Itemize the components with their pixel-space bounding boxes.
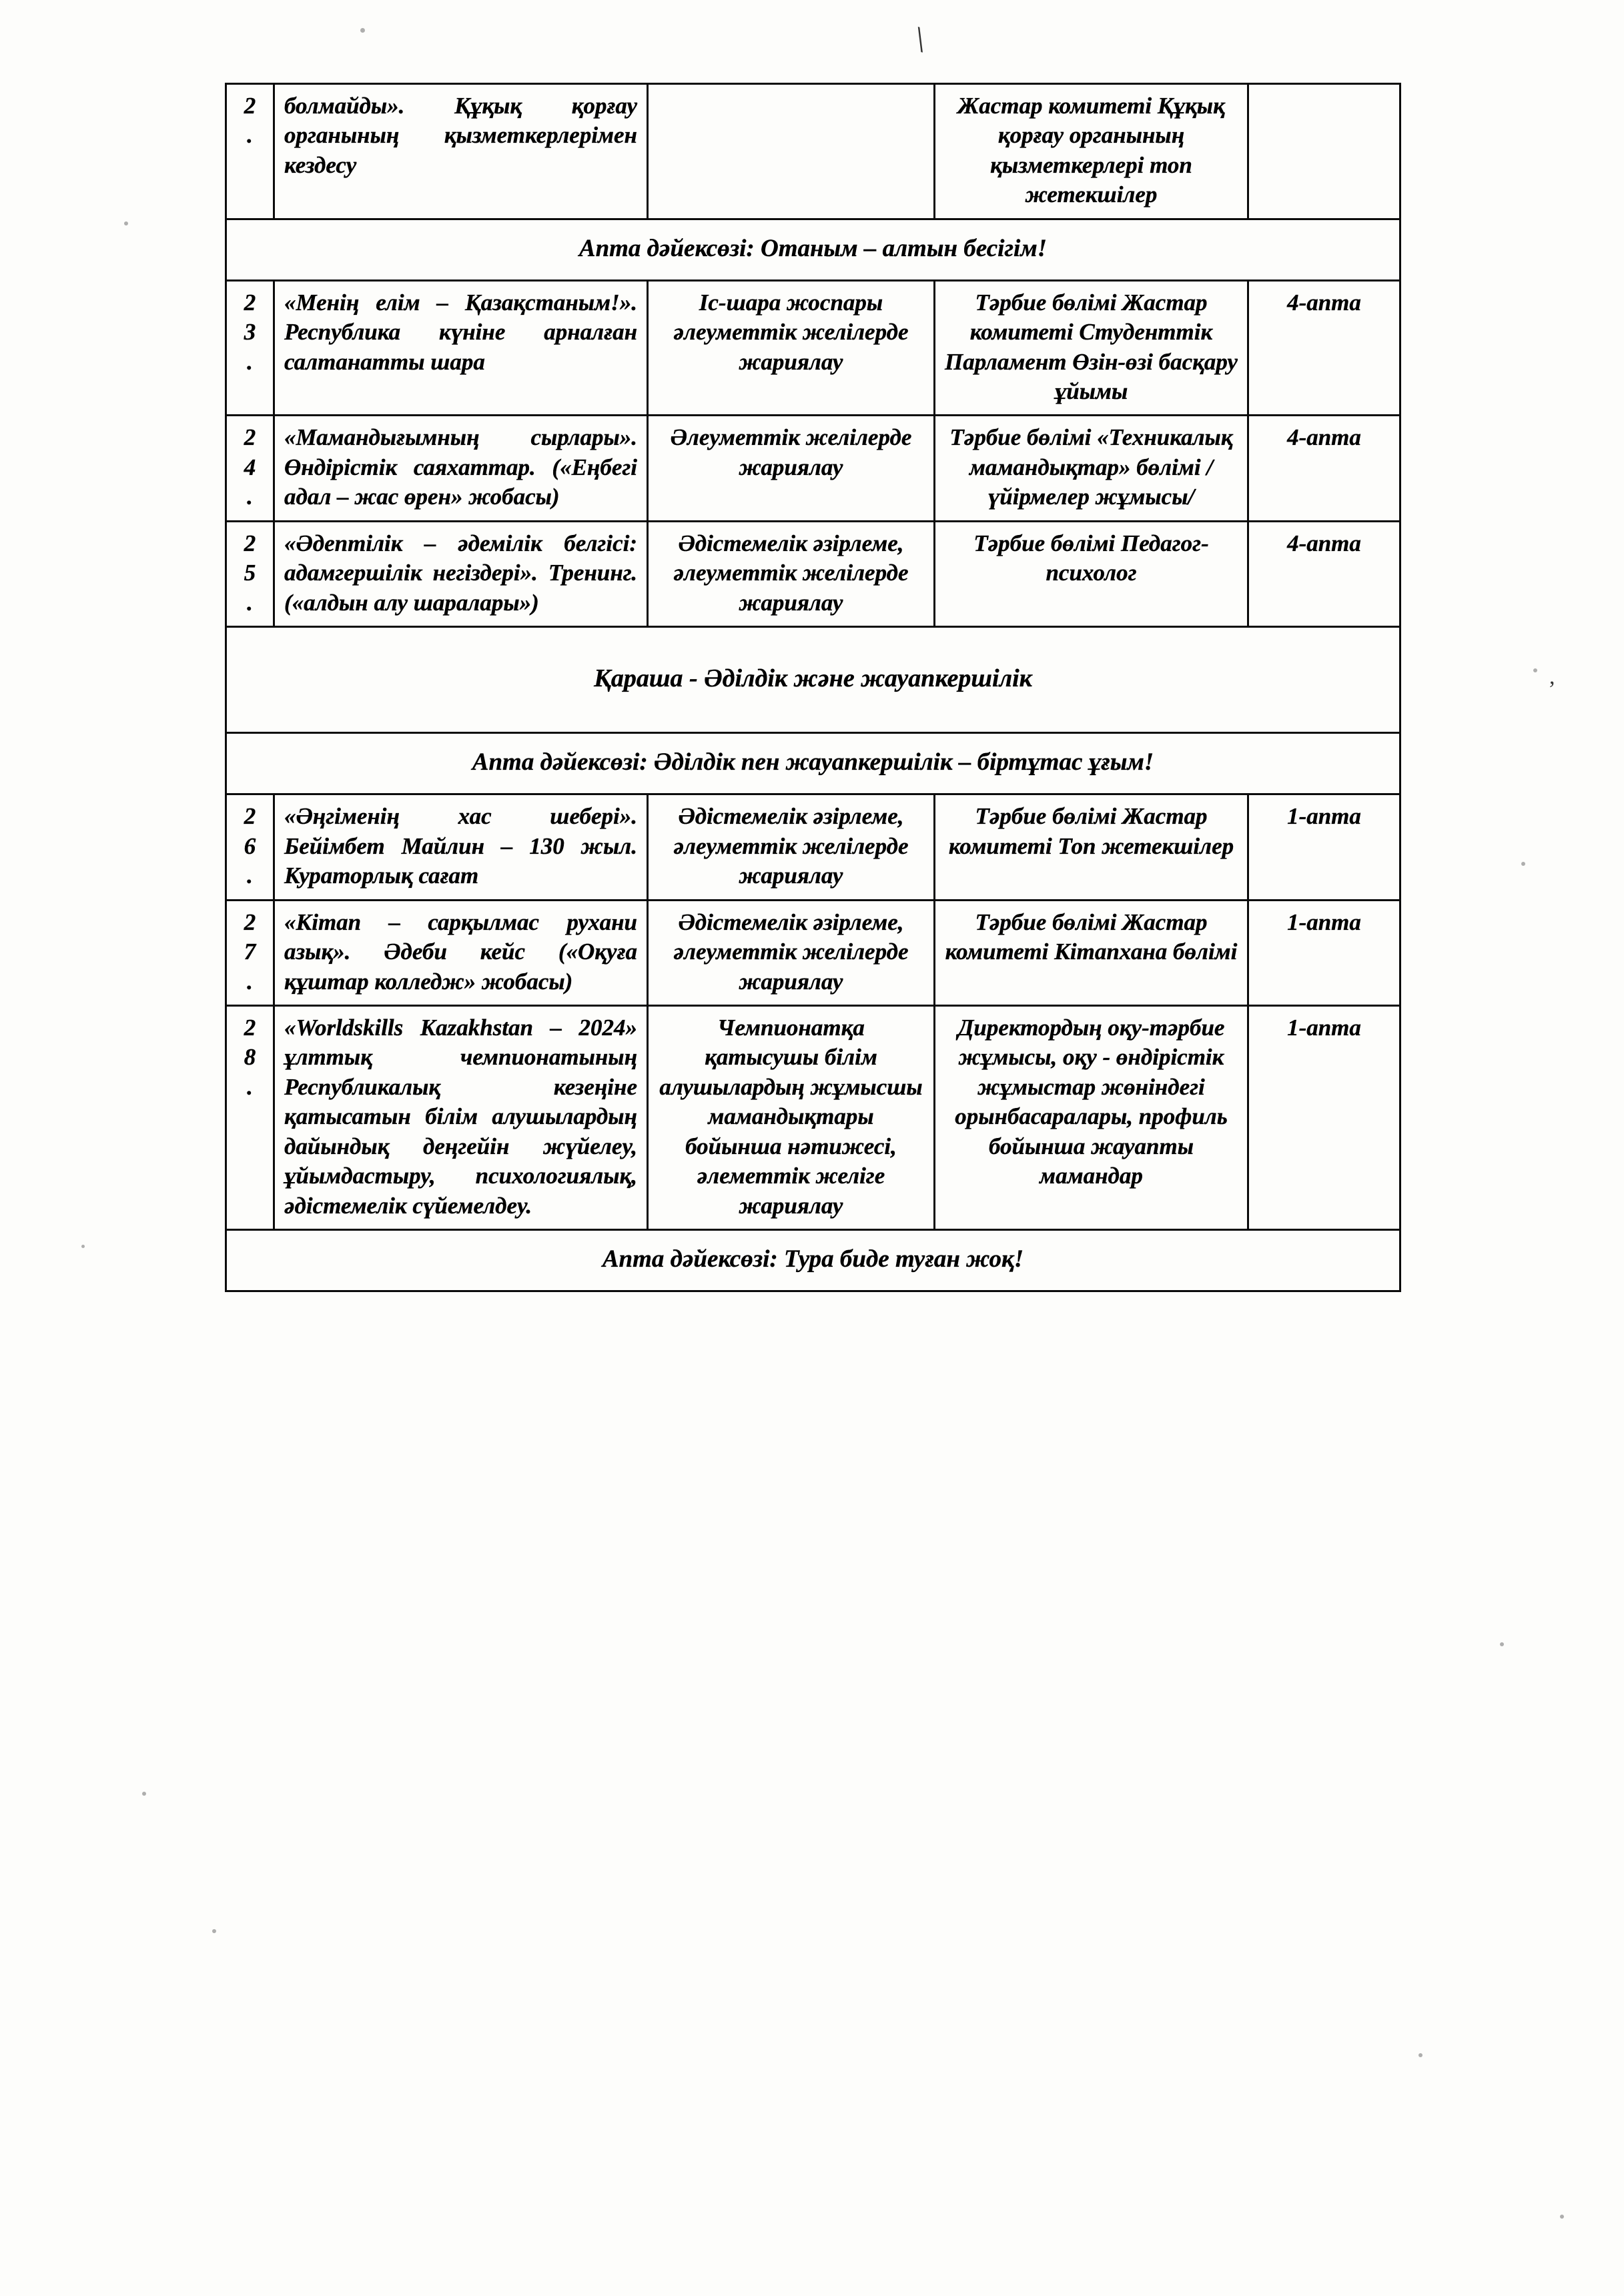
activity-form-cell: Іс-шара жоспары әлеуметтік желілерде жариялау — [648, 280, 935, 416]
activity-responsible-cell: Тәрбие бөлімі Жастар комитеті Топ жетекшілер — [935, 794, 1248, 900]
activity-week-cell: 4-апта — [1248, 416, 1400, 521]
row-number-digit: 2 — [244, 803, 256, 830]
scan-speck — [360, 28, 365, 33]
row-number-digit: 5 — [244, 560, 256, 586]
activity-form-cell: Әдістемелік әзірлеме, әлеуметтік желілерде жариялау — [648, 900, 935, 1005]
activity-form-cell: Чемпионатқа қатысушы білім алушылардың жұмысшы мамандықтары бойынша нәтижесі, әлеметтік желіге жариялау — [648, 1005, 935, 1229]
activity-week-cell: 4-апта — [1248, 521, 1400, 626]
weekly-quote-text: Апта дәйексөзі: Отаным – алтын бесігім! — [226, 219, 1400, 280]
activity-responsible-cell: Тәрбие бөлімі Жастар комитеті Студенттік Парламент Өзін-өзі басқару ұйымы — [935, 280, 1248, 416]
weekly-quote-text: Апта дәйексөзі: Тура биде туған жоқ! — [226, 1230, 1400, 1291]
row-number-digit: 7 — [244, 939, 256, 965]
row-number-cell — [226, 84, 274, 219]
month-section-row — [226, 627, 1400, 733]
scan-speck — [1500, 1642, 1504, 1646]
row-number-digit: 2 — [244, 93, 256, 119]
row-number-digit: 2 — [244, 909, 256, 935]
row-number-cell — [226, 280, 274, 416]
table-row — [226, 280, 1400, 416]
row-number-digit: 3 — [244, 319, 256, 346]
activity-form-cell: Әдістемелік әзірлеме, әлеуметтік желілерде жариялау — [648, 521, 935, 626]
activity-responsible-cell: Жастар комитеті Құқық қорғау органының қызметкерлері топ жетекшілер — [935, 84, 1248, 219]
month-section-title: Қараша - Әділдік және жауапкершілік — [226, 627, 1400, 733]
activity-name-cell: «Мамандығымның сырлары». Өндірістік саяхаттар. («Еңбегі адал – жас өрен» жобасы) — [274, 416, 648, 521]
row-number-digit: . — [247, 122, 253, 149]
row-number-digit: 6 — [244, 832, 256, 859]
row-number-digit: . — [247, 589, 253, 616]
activity-form-cell: Әлеуметтік желілерде жариялау — [648, 416, 935, 521]
activity-week-cell: 1-апта — [1248, 900, 1400, 1005]
row-number-digit: . — [247, 863, 253, 889]
activity-responsible-cell: Тәрбие бөлімі Жастар комитеті Кітапхана бөлімі — [935, 900, 1248, 1005]
activity-name-cell: «Әңгіменің хас шебері». Бейімбет Майлин – 130 жыл. Кураторлық сағат — [274, 794, 648, 900]
table-row — [226, 900, 1400, 1005]
row-number-digit: . — [247, 348, 253, 375]
activity-name-cell: «Әдептілік – әдемілік белгісі: адамгершілік негіздері». Тренинг. («алдын алу шаралары») — [274, 521, 648, 626]
stray-pen-mark: \ — [911, 19, 930, 60]
row-number-digit: . — [247, 1073, 253, 1100]
activity-week-cell — [1248, 84, 1400, 219]
row-number-cell — [226, 1005, 274, 1229]
row-number-cell — [226, 900, 274, 1005]
stray-pen-mark: , — [1549, 664, 1555, 689]
activity-name-cell: «Кітап – сарқылмас рухани азық». Әдеби кейс («Оқуға құштар колледж» жобасы) — [274, 900, 648, 1005]
row-number-digit: . — [247, 968, 253, 995]
row-number-digit: 4 — [244, 454, 256, 480]
table-row — [226, 1005, 1400, 1229]
row-number-digit: 2 — [244, 424, 256, 451]
table-row — [226, 416, 1400, 521]
weekly-quote-row — [226, 1230, 1400, 1291]
row-number-cell — [226, 521, 274, 626]
scan-speck — [1521, 862, 1525, 866]
row-number-digit: 2 — [244, 289, 256, 316]
row-number-digit: . — [247, 484, 253, 510]
activity-form-cell: Әдістемелік әзірлеме, әлеуметтік желілерде жариялау — [648, 794, 935, 900]
activity-plan-table — [225, 83, 1401, 1292]
scan-speck — [1533, 668, 1537, 672]
activity-week-cell: 4-апта — [1248, 280, 1400, 416]
weekly-quote-row — [226, 219, 1400, 280]
weekly-quote-row — [226, 733, 1400, 794]
weekly-quote-text: Апта дәйексөзі: Әділдік пен жауапкершілік – біртұтас ұғым! — [226, 733, 1400, 794]
row-number-cell — [226, 794, 274, 900]
row-number-digit: 2 — [244, 1014, 256, 1041]
row-number-cell — [226, 416, 274, 521]
table-row — [226, 84, 1400, 219]
row-number-digit: 2 — [244, 530, 256, 556]
scan-speck — [1560, 2215, 1564, 2219]
activity-week-cell: 1-апта — [1248, 794, 1400, 900]
row-number-digit: 8 — [244, 1044, 256, 1071]
table-row — [226, 521, 1400, 626]
scan-speck — [212, 1929, 216, 1933]
scan-speck — [124, 221, 128, 225]
scan-speck — [81, 1245, 85, 1248]
activity-responsible-cell: Тәрбие бөлімі Педагог-психолог — [935, 521, 1248, 626]
scan-speck — [1418, 2053, 1423, 2057]
activity-name-cell: болмайды». Құқық қорғау органының қызметкерлерімен кездесу — [274, 84, 648, 219]
activity-name-cell: «Worldskills Kazakhstan – 2024» ұлттық чемпионатының Республикалық кезеңіне қатысатын білім алушылардың дайындық деңгейін жүйелеу, ұйымдастыру, психологиялық, әдістемелік сүйемелдеу. — [274, 1005, 648, 1229]
activity-responsible-cell: Директордың оқу-тәрбие жұмысы, оқу - өндірістік жұмыстар жөніндегі орынбасаралары, профиль бойынша жауапты мамандар — [935, 1005, 1248, 1229]
activity-responsible-cell: Тәрбие бөлімі «Техникалық мамандықтар» бөлімі /үйірмелер жұмысы/ — [935, 416, 1248, 521]
activity-week-cell: 1-апта — [1248, 1005, 1400, 1229]
scan-speck — [142, 1792, 146, 1796]
activity-form-cell — [648, 84, 935, 219]
table-row — [226, 794, 1400, 900]
activity-name-cell: «Менің елім – Қазақстаным!». Республика күніне арналған салтанатты шара — [274, 280, 648, 416]
